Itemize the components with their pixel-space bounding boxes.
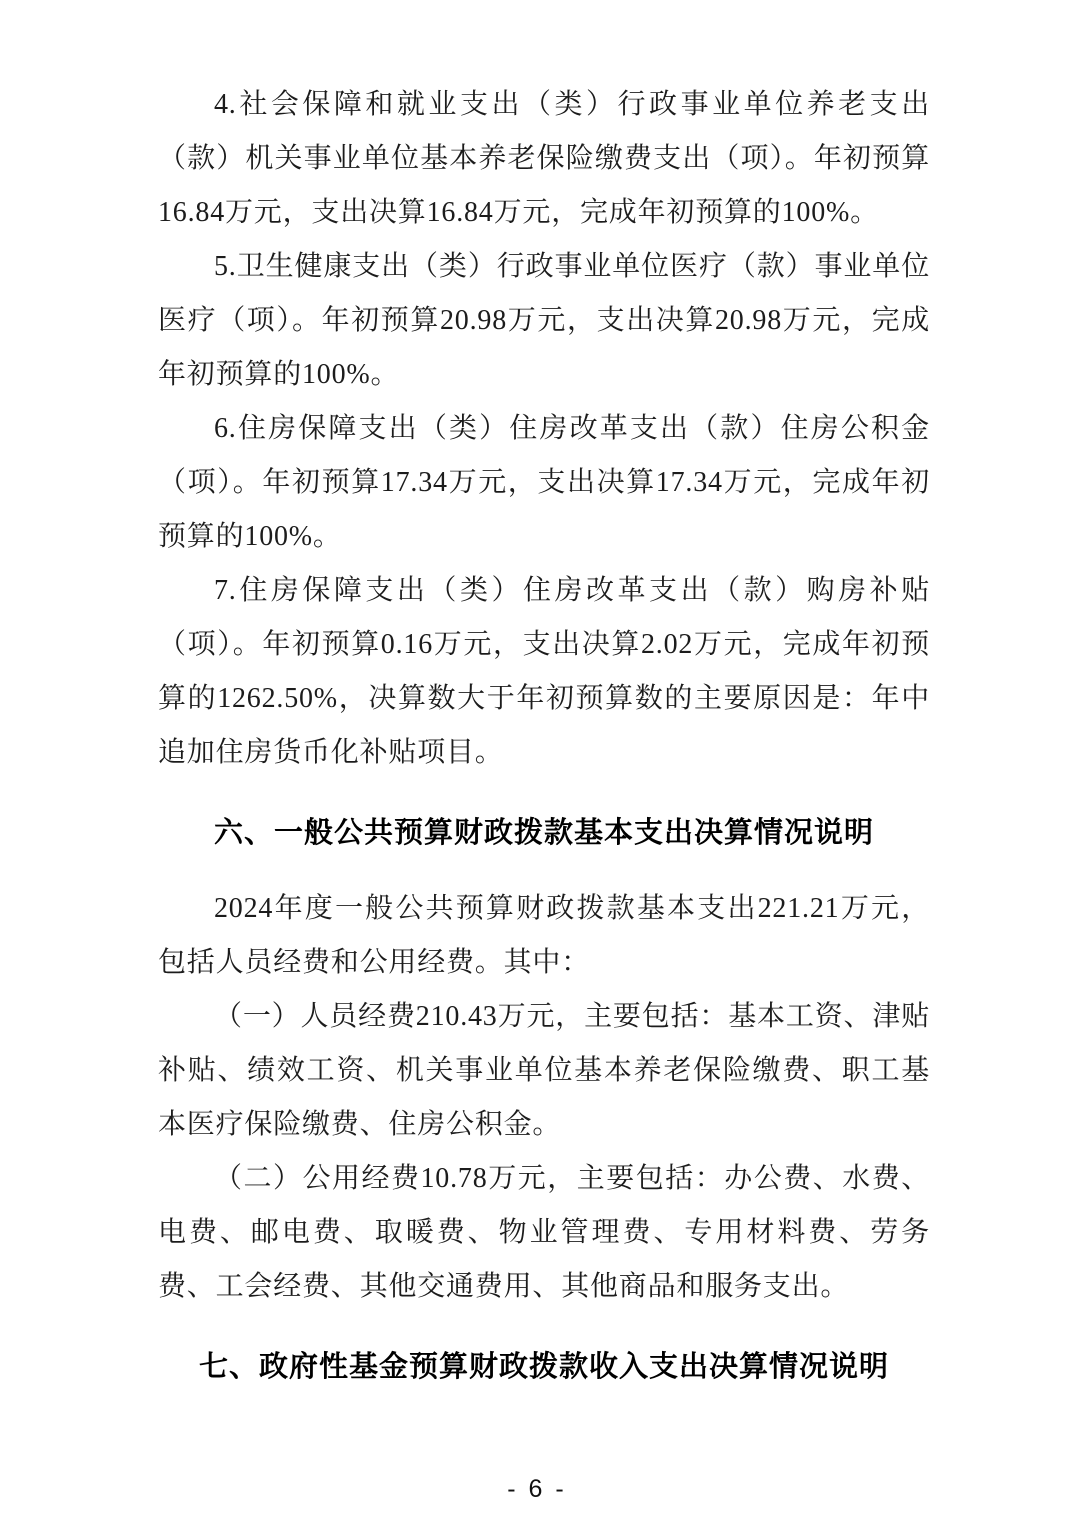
document-body (158, 78, 930, 1394)
page-number: - 6 - (507, 1475, 567, 1503)
paragraph-item-4-social-security-pension: 4.社会保障和就业支出（类）行政事业单位养老支出（款）机关事业单位基本养老保险缴费支出（项）。年初预算16.84万元，支出决算16.84万元，完成年初预算的100%。 (158, 89, 930, 228)
paragraph-public-funds: （二）公用经费10.78万元，主要包括：办公费、水费、电费、邮电费、取暖费、物业管理费、专用材料费、劳务费、工会经费、其他交通费用、其他商品和服务支出。 (158, 1163, 930, 1302)
paragraph-item-7-housing-subsidy: 7.住房保障支出（类）住房改革支出（款）购房补贴（项）。年初预算0.16万元，支出决算2.02万元，完成年初预算的1262.50%，决算数大于年初预算数的主要原因是：年中追加住房货币化补贴项目。 (158, 575, 930, 768)
section-heading-seven-government-fund: 七、政府性基金预算财政拨款收入支出决算情况说明 (198, 1351, 889, 1383)
paragraph-item-5-health-expenditure: 5.卫生健康支出（类）行政事业单位医疗（款）事业单位医疗（项）。年初预算20.98万元，支出决算20.98万元，完成年初预算的100%。 (158, 251, 930, 390)
paragraph-personnel-funds: （一）人员经费210.43万元，主要包括：基本工资、津贴补贴、绩效工资、机关事业单位基本养老保险缴费、职工基本医疗保险缴费、住房公积金。 (158, 1001, 930, 1140)
section-heading-six-basic-expenditure: 六、一般公共预算财政拨款基本支出决算情况说明 (213, 817, 874, 849)
paragraph-basic-expenditure-total: 2024年度一般公共预算财政拨款基本支出221.21万元，包括人员经费和公用经费。其中： (158, 893, 930, 978)
paragraph-item-6-housing-fund: 6.住房保障支出（类）住房改革支出（款）住房公积金（项）。年初预算17.34万元，支出决算17.34万元，完成年初预算的100%。 (158, 413, 930, 552)
